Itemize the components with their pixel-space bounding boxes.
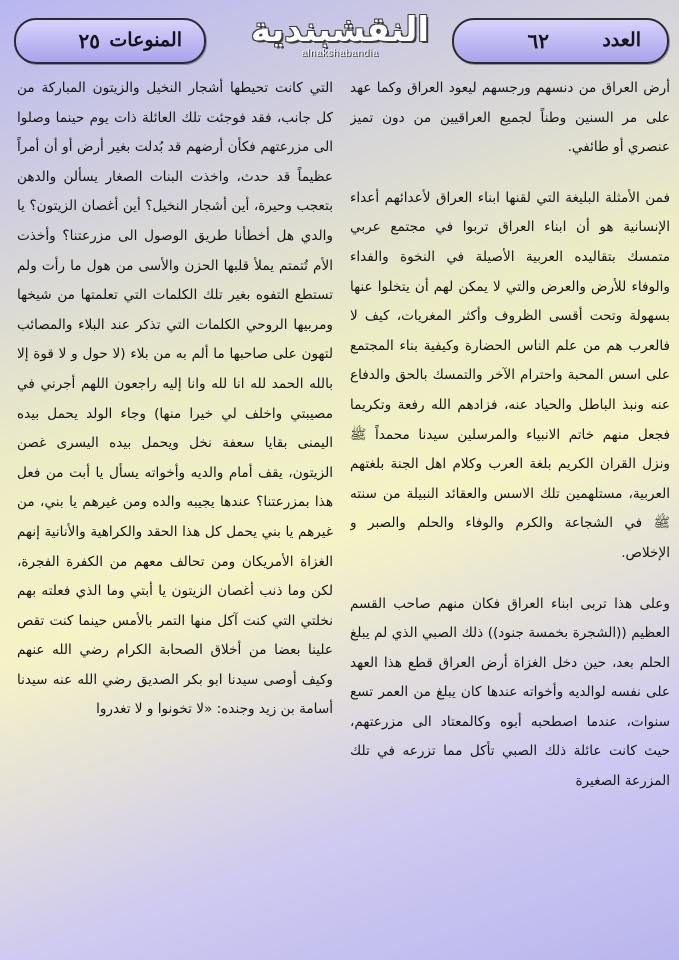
- paragraph: التي كانت تحيطها أشجار النخيل والزيتون المباركة من كل جانب، فقد فوجئت تلك العائلة ذات يوم حينما وصلوا الى مزرعتهم فكأن أرضهم قد بُدلت بغير أرض أو أن أمراً عظيماً قد حدث، واخذت البنات الصغار يسألن والدهن بتعجب وحيرة، أين أشجار النخيل؟ أين أغصان الزيتون؟ يا والدي هل أخطأنا طريق الوصول الى مزرعتنا؟ وأخذت الأم تُتمتم يملأ قلبها الحزن والأسى من هول ما رأت ولم تستطع التفوه بغير تلك الكلمات التي تعلمتها من شيخها ومربيها الروحي الكلمات التي تذكر عند البلاء والمصائب لتهون على صاحبها ما ألم به من بلاء (لا حول و لا قوة إلا بالله الحمد لله انا لله وانا إليه راجعون اللهم أجرني في مصيبتي واخلف لي خيرا منها) وجاء الولد يحمل بيده اليمنى بقايا سعفة نخل ويحمل بيده اليسرى غصن الزيتون، يقف أمام والديه وأخواته يسأل يا أبت من فعل هذا بمزرعتنا؟ عندها يجيبه والده ومن غيرهم يا بني، من غيرهم يا بني يحمل كل هذا الحقد والكراهية والأنانية إنهم الغزاة الأمريكان ومن تحالف معهم من الكفرة الفجرة، لكن وما ذنب أغصان الزيتون يا أبتي وما الذي فعلته بهم نخلتي التي كنت آكل منها التمر بالأمس حينما كنت تقص علينا بعضا من أخلاق الصحابة الكرام رضي الله عنهم وكيف أوصى سيدنا ابو بكر الصديق رضي الله عنه سيدنا أسامة بن زيد وجنده: «لا تخونوا و لا تغدروا: [17, 80, 333, 718]
- article-column-right: [350, 74, 670, 960]
- article-column-left: [17, 74, 333, 960]
- magazine-logo: [240, 10, 440, 66]
- section-label: المنوعات: [109, 29, 182, 51]
- page-number: ٢٥: [78, 29, 100, 53]
- logo-subtitle: alnakshabandia: [301, 48, 379, 59]
- section-pill: [14, 18, 206, 64]
- issue-pill: [452, 18, 669, 64]
- paragraph: وعلى هذا تربى ابناء العراق فكان منهم صاحب القسم العظيم ((الشجرة بخمسة جنود)) ذلك الصبي الذي لم يبلغ الحلم بعد، حين دخل الغزاة أرض العراق قطع هذا العهد على نفسه لوالديه وأخواته عندها كان يبلغ من العمر تسع سنوات، عندما اصطحبه أبوه وكالمعتاد الى مزرعتهم، حيث كانت عائلة ذلك الصبي تأكل مما تزرعه في تلك المزرعة الصغيرة: [350, 595, 670, 790]
- paragraph: فمن الأمثلة البليغة التي لقنها ابناء العراق لأعدائهم أعداء الإنسانية هو أن ابناء العراق تربوا في مجتمع عربي متمسك بتقاليده العربية الأصيلة في النخوة والفداء والوفاء للأرض والعرض والتي لا يمكن لهم أن يتخلوا عنها بسهولة وتحت أقسى الظروف وأكثر المغريات، كيف لا فالعرب هم من علم الناس الحضارة وكيفية بناء المجتمع على اسس المحبة واحترام الآخر والتمسك بالحق والدفاع عنه ونبذ الباطل والحياد عنه، فزادهم الله رفعة وتكريما فجعل منهم خاتم الانبياء والمرسلين سيدنا محمداً ﷺ ونزل القران الكريم بلغة العرب وكلام اهل الجنة بلغتهم العربية، مستلهمين تلك الاسس والعقائد النبيلة من سنته ﷺ في الشجاعة والكرم والوفاء والحلم والصبر و الإخلاص.: [350, 189, 670, 561]
- paragraph: أرض العراق من دنسهم ورجسهم ليعود العراق وكما عهد على مر السنين وطناً لجميع العراقيين من دون تميز عنصري أو طائفي.: [350, 80, 670, 156]
- page-header: [0, 0, 679, 72]
- issue-number: ٦٢: [527, 29, 549, 53]
- issue-label: العدد: [602, 29, 641, 51]
- logo-title: النقشبندية: [250, 10, 430, 50]
